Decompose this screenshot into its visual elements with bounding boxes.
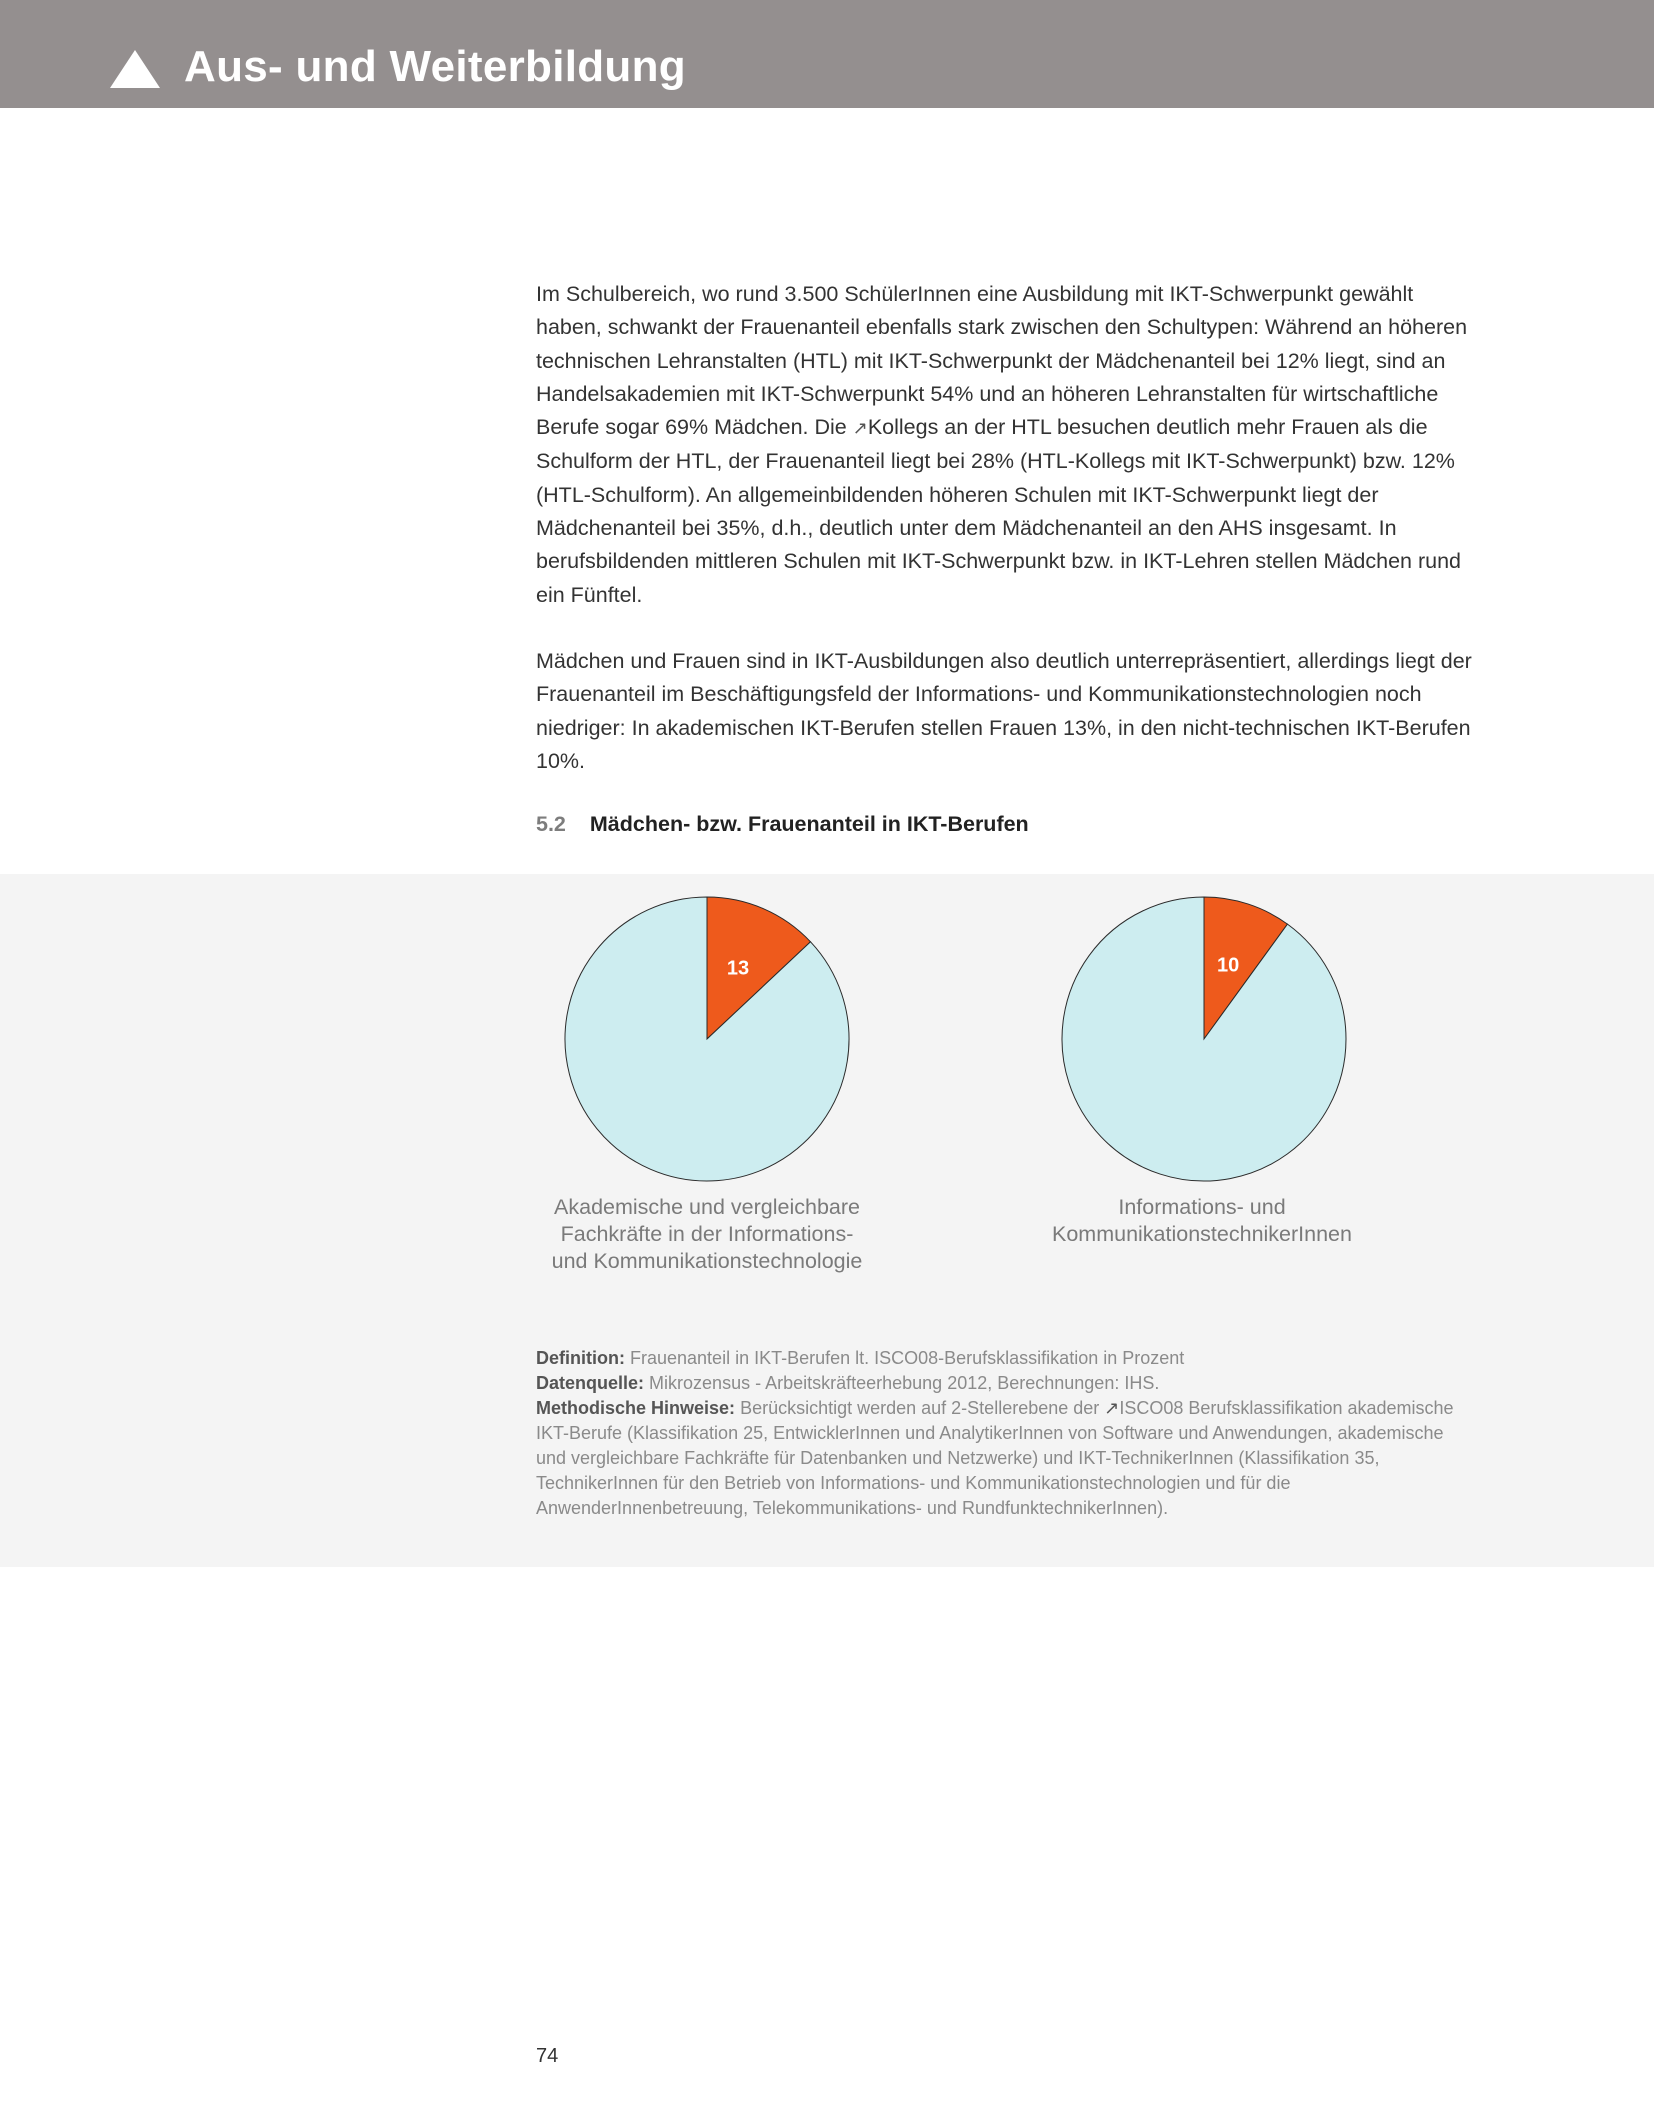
pie-caption-1 bbox=[497, 1194, 917, 1275]
section-heading bbox=[536, 812, 1029, 837]
source-label: Datenquelle: bbox=[536, 1373, 645, 1393]
definition-text: Frauenanteil in IKT-Berufen lt. ISCO08-Berufsklassifikation in Prozent bbox=[630, 1348, 1185, 1368]
source-note bbox=[536, 1371, 1476, 1396]
pie-1-value-label: 13 bbox=[726, 957, 750, 980]
paragraph-1 bbox=[536, 278, 1476, 612]
section-title: Mädchen- bzw. Frauenanteil in IKT-Berufen bbox=[589, 812, 1029, 836]
source-text: Mikrozensus - Arbeitskräfteerhebung 2012, Berechnungen: IHS. bbox=[649, 1373, 1160, 1393]
method-text-b: ISCO08 Berufsklassifikation akademische IKT-Berufe (Klassifikation 25, EntwicklerInnen und AnalytikerInnen von Software und Anwendungen, akademische und vergleichbare Fachkräfte für Datenbanken und Netzwerke) und IKT-TechnikerInnen (Klassifikation 35, TechnikerInnen für den Betrieb von Informations- und Kommunikationstechnologien und für die AnwenderInnenbetreuung, Telekommunikations- und RundfunktechnikerInnen). bbox=[536, 1398, 1454, 1518]
caption-line: Akademische und vergleichbare bbox=[554, 1195, 860, 1219]
method-note bbox=[536, 1396, 1476, 1521]
paragraph-1-part-b: Kollegs an der HTL besuchen deutlich mehr Frauen als die Schulform der HTL, der Frauenanteil liegt bei 28% (HTL-Kollegs mit IKT-Schwerpunkt) bzw. 12% (HTL-Schulform). An allgemeinbildenden höheren Schulen mit IKT-Schwerpunkt liegt der Mädchenanteil bei 35%, d.h., deutlich unter dem Mädchenanteil an den AHS insgesamt. In berufsbildenden mittleren Schulen mit IKT-Schwerpunkt bzw. in IKT-Lehren stellen Mädchen rund ein Fünftel. bbox=[536, 415, 1461, 607]
paragraph-1-part-a: Im Schulbereich, wo rund 3.500 SchülerInnen eine Ausbildung mit IKT-Schwerpunkt gewählt haben, schwankt der Frauenanteil ebenfalls stark zwischen den Schultypen: Während an höheren technischen Lehranstalten (HTL) mit IKT-Schwerpunkt der Mädchenanteil bei 12% liegt, sind an Handelsakademien mit IKT-Schwerpunkt 54% und an höheren Lehranstalten für wirtschaftliche Berufe sogar 69% Mädchen. Die bbox=[536, 282, 1468, 440]
method-text-a: Berücksichtigt werden auf 2-Stellerebene der bbox=[740, 1398, 1100, 1418]
definition-label: Definition: bbox=[536, 1348, 625, 1368]
triangle-icon bbox=[110, 50, 160, 88]
definition-note bbox=[536, 1346, 1476, 1371]
method-label: Methodische Hinweise: bbox=[536, 1398, 736, 1418]
body-text bbox=[536, 278, 1476, 778]
pie-2-slice-2 bbox=[1062, 897, 1346, 1181]
link-arrow-icon[interactable]: ↗ bbox=[1104, 1398, 1120, 1418]
caption-line: und Kommunikationstechnologie bbox=[551, 1249, 863, 1273]
caption-line: Fachkräfte in der Informations- bbox=[560, 1222, 854, 1246]
section-number: 5.2 bbox=[536, 812, 566, 836]
caption-line: Informations- und bbox=[1118, 1195, 1286, 1219]
page-header bbox=[0, 0, 1654, 108]
pie-caption-2 bbox=[992, 1194, 1412, 1248]
chart-notes bbox=[536, 1346, 1476, 1521]
page-number: 74 bbox=[536, 2045, 559, 2067]
link-arrow-icon[interactable]: ↗ bbox=[852, 418, 868, 439]
pie-2-value-label: 10 bbox=[1217, 954, 1240, 977]
header-title: Aus- und Weiterbildung bbox=[184, 42, 686, 91]
caption-line: KommunikationstechnikerInnen bbox=[1052, 1222, 1352, 1246]
paragraph-2: Mädchen und Frauen sind in IKT-Ausbildungen also deutlich unterrepräsentiert, allerdings liegt der Frauenanteil im Beschäftigungsfeld der Informations- und Kommunikationstechnologien noch niedriger: In akademischen IKT-Berufen stellen Frauen 13%, in den nicht-technischen IKT-Berufen 10%. bbox=[536, 648, 1472, 773]
